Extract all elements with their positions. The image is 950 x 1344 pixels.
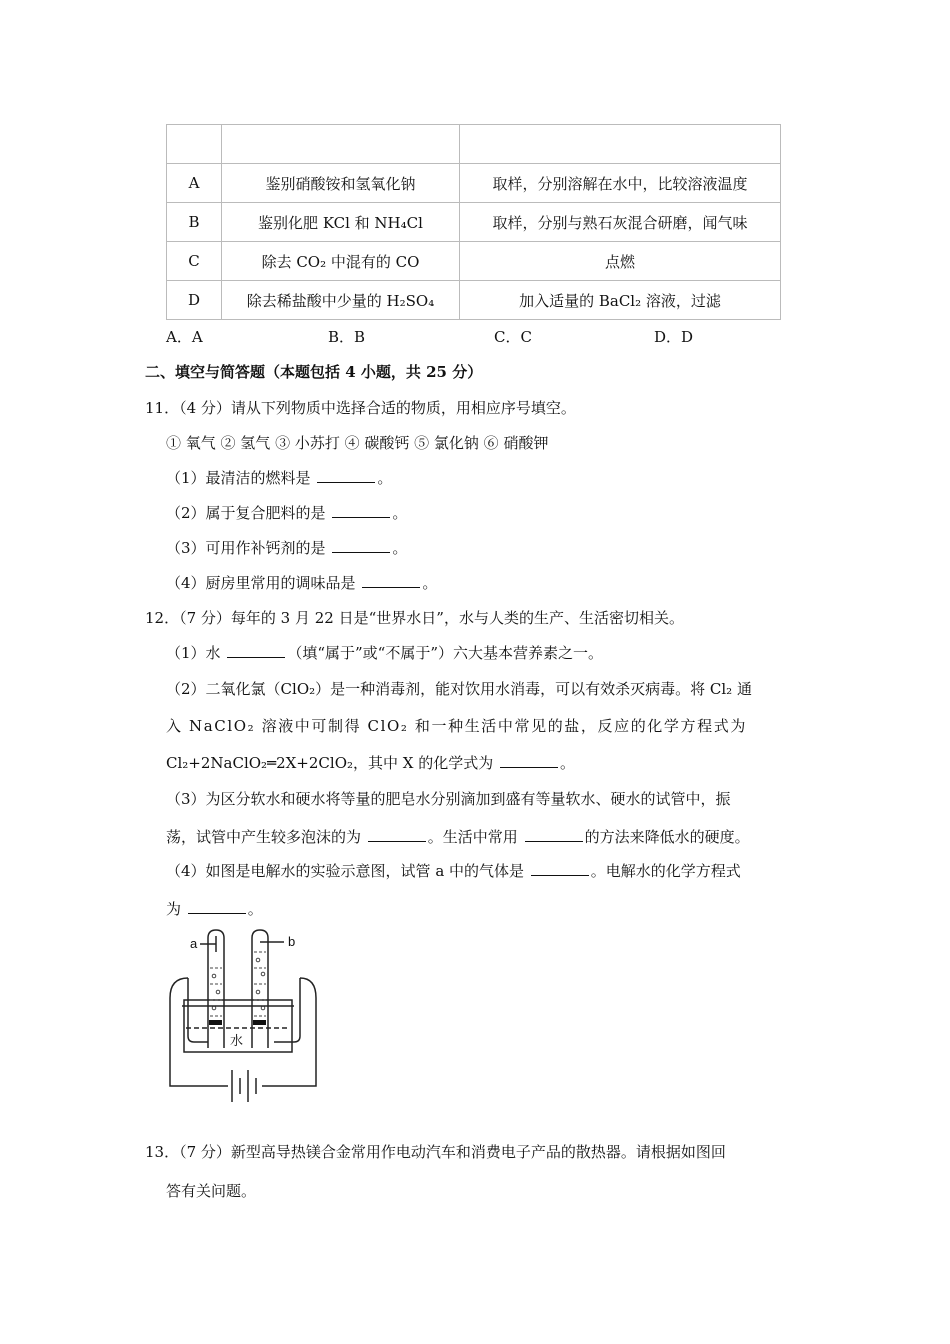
experiment-method: 点燃: [460, 242, 781, 281]
q12-part4-line1: （4）如图是电解水的实验示意图，试管 a 中的气体是 。电解水的化学方程式: [166, 862, 741, 880]
choice-b[interactable]: B．B: [328, 328, 366, 346]
q11-part3: （3）可用作补钙剂的是 。: [166, 539, 408, 557]
q12-part2-line3: Cl₂+2NaClO₂═2X+2ClO₂，其中 X 的化学式为 。: [166, 754, 576, 772]
answer-blank[interactable]: [227, 656, 285, 658]
q11-part1: （1）最清洁的燃料是 。: [166, 469, 393, 487]
experiment-purpose: 鉴别硝酸铵和氢氧化钠: [222, 164, 460, 203]
answer-blank[interactable]: [188, 912, 246, 914]
answer-blank[interactable]: [317, 481, 375, 483]
option-letter: [167, 125, 222, 164]
choice-a[interactable]: A．A: [166, 328, 203, 346]
options-table: [166, 124, 781, 320]
option-letter: A: [167, 164, 222, 203]
q13-line1: 13．（7 分）新型高导热镁合金常用作电动汽车和消费电子产品的散热器。请根据如图回: [145, 1143, 726, 1161]
table-row: [167, 281, 781, 320]
choice-c[interactable]: C．C: [494, 328, 532, 346]
q12-part3-line1: （3）为区分软水和硬水将等量的肥皂水分别滴加到盛有等量软水、硬水的试管中，振: [166, 790, 731, 808]
water-label: 水: [230, 1034, 244, 1049]
q13-line2: 答有关问题。: [166, 1182, 257, 1200]
answer-blank[interactable]: [531, 874, 589, 876]
table-row: [167, 203, 781, 242]
q11-stem: 11．（4 分）请从下列物质中选择合适的物质，用相应序号填空。: [145, 399, 576, 417]
option-letter: B: [167, 203, 222, 242]
experiment-method: 取样，分别溶解在水中，比较溶液温度: [460, 164, 781, 203]
answer-blank[interactable]: [368, 840, 426, 842]
tube-b-label: b: [288, 934, 296, 949]
choice-d[interactable]: D．D: [654, 328, 694, 346]
q11-part4: （4）厨房里常用的调味品是 。: [166, 574, 438, 592]
option-letter: D: [167, 281, 222, 320]
answer-blank[interactable]: [500, 766, 558, 768]
table-row: [167, 164, 781, 203]
option-letter: C: [167, 242, 222, 281]
q12-stem: 12．（7 分）每年的 3 月 22 日是“世界水日”，水与人类的生产、生活密切相关。: [145, 609, 684, 627]
table-row: [167, 242, 781, 281]
experiment-purpose: 除去 CO₂ 中混有的 CO: [222, 242, 460, 281]
answer-blank[interactable]: [525, 840, 583, 842]
tube-a-label: a: [190, 936, 198, 951]
experiment-method: [460, 125, 781, 164]
section-title: 二、填空与简答题（本题包括 4 小题，共 25 分）: [145, 363, 483, 381]
q12-part3-line2: 荡，试管中产生较多泡沫的为 。生活中常用 的方法来降低水的硬度。: [166, 828, 750, 846]
table-row: [167, 125, 781, 164]
q12-part4-line2: 为 。: [166, 900, 263, 918]
answer-blank[interactable]: [332, 551, 390, 553]
electrolysis-diagram: [164, 928, 324, 1114]
answer-blank[interactable]: [362, 586, 420, 588]
experiment-purpose: [222, 125, 460, 164]
answer-blank[interactable]: [332, 516, 390, 518]
q12-part2-line1: （2）二氧化氯（ClO₂）是一种消毒剂，能对饮用水消毒，可以有效杀灭病毒。将 Cl₂ 通: [166, 680, 752, 698]
q12-part1: （1）水 （填“属于”或“不属于”）六大基本营养素之一。: [166, 644, 603, 662]
experiment-method: 加入适量的 BaCl₂ 溶液，过滤: [460, 281, 781, 320]
q12-part2-line2: 入 NaClO₂ 溶液中可制得 ClO₂ 和一种生活中常见的盐，反应的化学方程式为: [166, 717, 747, 735]
experiment-purpose: 除去稀盐酸中少量的 H₂SO₄: [222, 281, 460, 320]
experiment-purpose: 鉴别化肥 KCl 和 NH₄Cl: [222, 203, 460, 242]
experiment-method: 取样，分别与熟石灰混合研磨，闻气味: [460, 203, 781, 242]
q11-materials: ① 氧气 ② 氢气 ③ 小苏打 ④ 碳酸钙 ⑤ 氯化钠 ⑥ 硝酸钾: [166, 434, 549, 452]
q11-part2: （2）属于复合肥料的是 。: [166, 504, 408, 522]
